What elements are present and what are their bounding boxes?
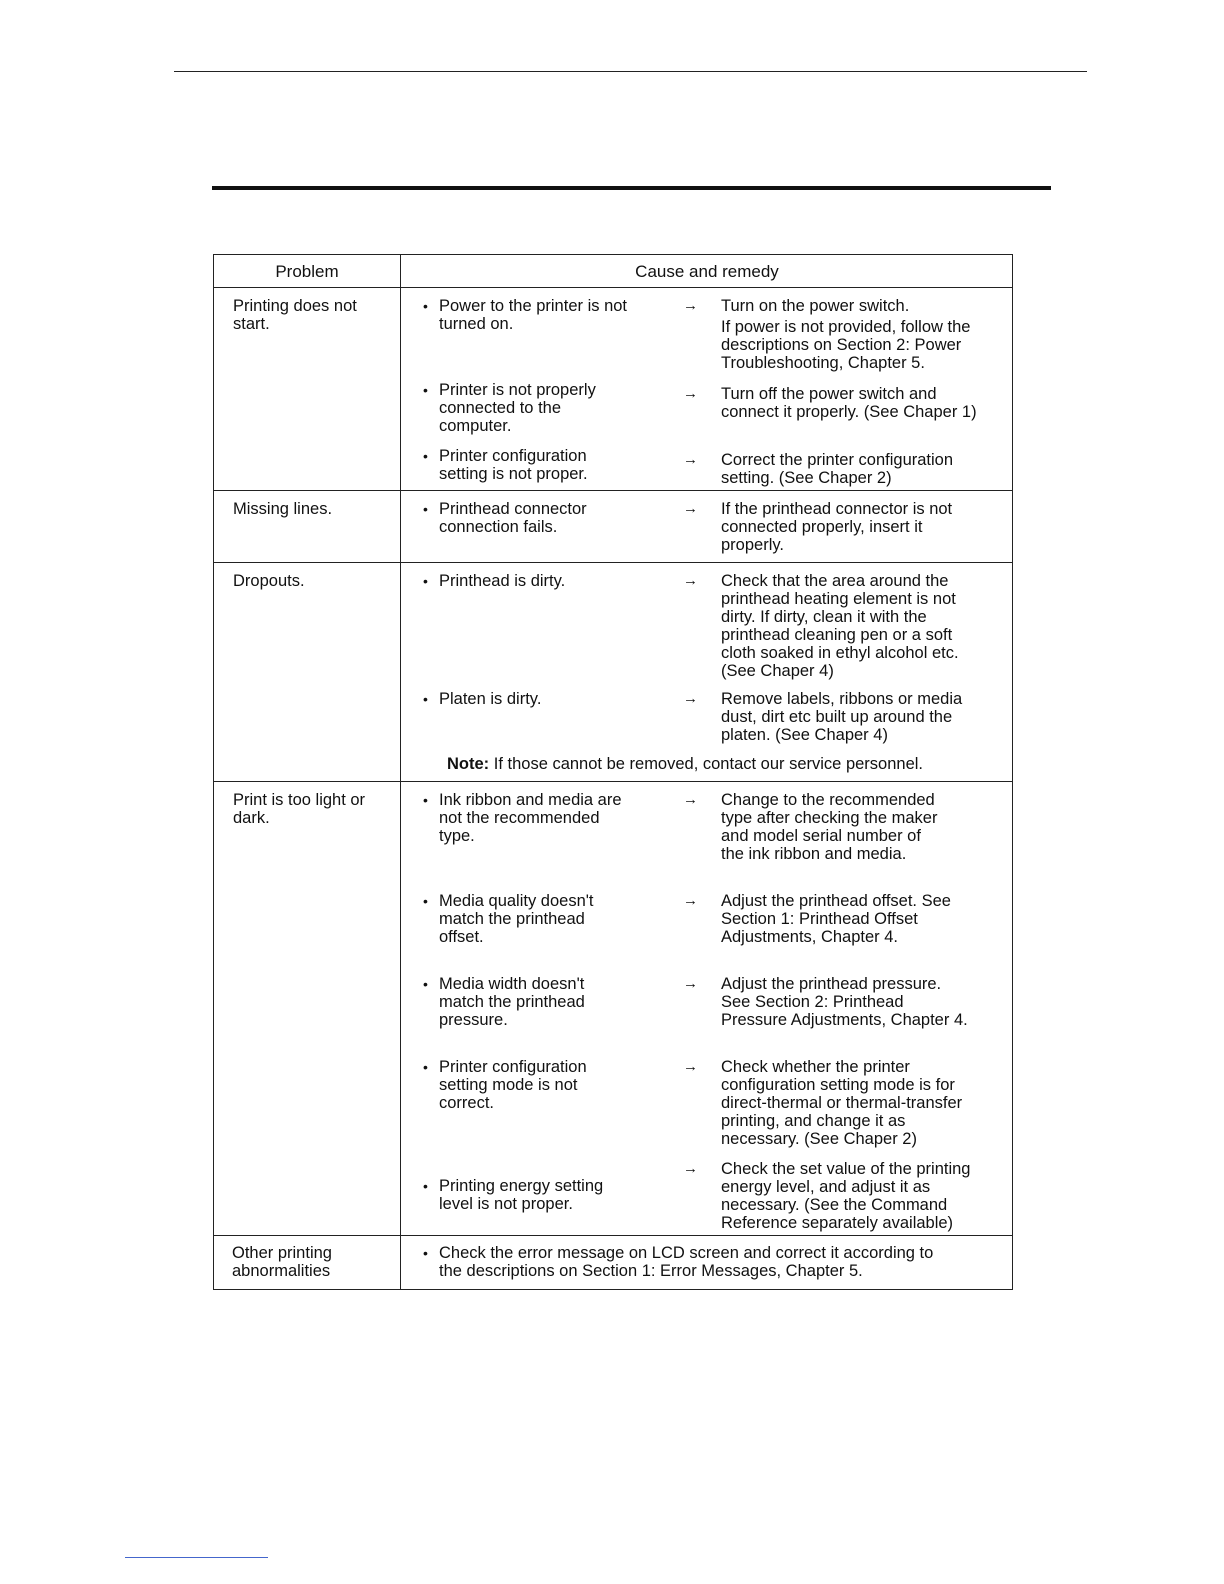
bullet-icon: • — [423, 792, 428, 808]
cause-text: computer. — [439, 417, 512, 435]
remedy-text: energy level, and adjust it as — [721, 1178, 931, 1196]
bullet-icon: • — [423, 1245, 428, 1261]
arrow-icon: → — [683, 500, 698, 517]
top-rule — [174, 71, 1087, 72]
problem-label: start. — [233, 315, 270, 333]
remedy-text: Section 1: Printhead Offset — [721, 910, 918, 928]
remedy-text: If the printhead connector is not — [721, 500, 953, 518]
cause-text: offset. — [439, 928, 484, 946]
remedy-text: configuration setting mode is for — [721, 1076, 955, 1094]
arrow-icon: → — [683, 690, 698, 707]
remedy-text: Adjustments, Chapter 4. — [721, 928, 899, 946]
remedy-text: Turn on the power switch. — [721, 297, 910, 315]
problem-label: Other printing — [232, 1244, 332, 1262]
row-divider — [214, 1235, 1012, 1236]
bullet-icon: • — [423, 298, 428, 314]
header-divider — [214, 287, 1012, 288]
note-label: Note: — [447, 755, 490, 773]
arrow-icon: → — [683, 297, 698, 314]
problem-label: Dropouts. — [233, 572, 305, 590]
remedy-text: descriptions on Section 2: Power — [721, 336, 962, 354]
problem-label: dark. — [233, 809, 270, 827]
cause-text: Check the error message on LCD screen and correct it according to — [439, 1244, 934, 1262]
column-divider — [400, 255, 401, 1289]
arrow-icon: → — [683, 975, 698, 992]
cause-text: turned on. — [439, 315, 514, 333]
cause-text: Printing energy setting — [439, 1177, 604, 1195]
remedy-text: If power is not provided, follow the — [721, 318, 971, 336]
remedy-text: Remove labels, ribbons or media — [721, 690, 963, 708]
arrow-icon: → — [683, 1058, 698, 1075]
footer-rule — [125, 1557, 268, 1558]
cause-text: not the recommended — [439, 809, 600, 827]
remedy-text: printing, and change it as — [721, 1112, 906, 1130]
cause-text: correct. — [439, 1094, 495, 1112]
cause-text: type. — [439, 827, 475, 845]
remedy-text: Check that the area around the — [721, 572, 949, 590]
problem-label: Printing does not — [233, 297, 357, 315]
header-cause-remedy: Cause and remedy — [635, 262, 779, 281]
note-text: If those cannot be removed, contact our service personnel. — [489, 755, 923, 773]
remedy-text: Check the set value of the printing — [721, 1160, 971, 1178]
cause-text: match the printhead — [439, 993, 585, 1011]
remedy-text: Adjust the printhead pressure. — [721, 975, 942, 993]
problem-label: Print is too light or — [233, 791, 366, 809]
bullet-icon: • — [423, 382, 428, 398]
cause-text: match the printhead — [439, 910, 585, 928]
remedy-text: Turn off the power switch and — [721, 385, 937, 403]
remedy-text: cloth soaked in ethyl alcohol etc. — [721, 644, 959, 662]
remedy-text: (See Chaper 4) — [721, 662, 834, 680]
bullet-icon: • — [423, 573, 428, 589]
row-divider — [214, 781, 1012, 782]
remedy-text: dirty. If dirty, clean it with the — [721, 608, 927, 626]
remedy-text: See Section 2: Printhead — [721, 993, 904, 1011]
remedy-text: necessary. (See Chaper 2) — [721, 1130, 917, 1148]
remedy-text: Change to the recommended — [721, 791, 935, 809]
bullet-icon: • — [423, 1059, 428, 1075]
cause-text: Printhead is dirty. — [439, 572, 566, 590]
remedy-text: Check whether the printer — [721, 1058, 910, 1076]
note-line — [447, 755, 923, 773]
cause-text: setting mode is not — [439, 1076, 578, 1094]
cause-text: the descriptions on Section 1: Error Messages, Chapter 5. — [439, 1262, 863, 1280]
bullet-icon: • — [423, 976, 428, 992]
cause-text: Power to the printer is not — [439, 297, 628, 315]
bullet-icon: • — [423, 893, 428, 909]
remedy-text: printhead heating element is not — [721, 590, 956, 608]
remedy-text: printhead cleaning pen or a soft — [721, 626, 953, 644]
remedy-text: and model serial number of — [721, 827, 921, 845]
problem-label: abnormalities — [232, 1262, 331, 1280]
remedy-text: properly. — [721, 536, 784, 554]
cause-text: Printhead connector — [439, 500, 587, 518]
row-divider — [214, 562, 1012, 563]
arrow-icon: → — [683, 451, 698, 468]
cause-text: level is not proper. — [439, 1195, 573, 1213]
bullet-icon: • — [423, 691, 428, 707]
troubleshooting-table — [213, 254, 1013, 1290]
bullet-icon: • — [423, 448, 428, 464]
cause-text: Printer configuration — [439, 1058, 587, 1076]
remedy-text: direct-thermal or thermal-transfer — [721, 1094, 963, 1112]
cause-text: Printer is not properly — [439, 381, 596, 399]
remedy-text: Correct the printer configuration — [721, 451, 954, 469]
remedy-text: Reference separately available) — [721, 1214, 954, 1232]
remedy-text: dust, dirt etc built up around the — [721, 708, 953, 726]
remedy-text: platen. (See Chaper 4) — [721, 726, 888, 744]
remedy-text: Pressure Adjustments, Chapter 4. — [721, 1011, 968, 1029]
arrow-icon: → — [683, 892, 698, 909]
remedy-text: the ink ribbon and media. — [721, 845, 907, 863]
remedy-text: necessary. (See the Command — [721, 1196, 948, 1214]
remedy-text: setting. (See Chaper 2) — [721, 469, 892, 487]
arrow-icon: → — [683, 572, 698, 589]
arrow-icon: → — [683, 791, 698, 808]
problem-label: Missing lines. — [233, 500, 333, 518]
cause-text: pressure. — [439, 1011, 508, 1029]
header-problem: Problem — [275, 262, 339, 281]
section-rule — [212, 186, 1051, 190]
bullet-icon: • — [423, 1178, 428, 1194]
remedy-text: Adjust the printhead offset. See — [721, 892, 951, 910]
cause-text: Platen is dirty. — [439, 690, 542, 708]
cause-text: Printer configuration — [439, 447, 587, 465]
arrow-icon: → — [683, 1160, 698, 1177]
remedy-text: connected properly, insert it — [721, 518, 923, 536]
cause-text: setting is not proper. — [439, 465, 588, 483]
cause-text: Media quality doesn't — [439, 892, 594, 910]
bullet-icon: • — [423, 501, 428, 517]
remedy-text: type after checking the maker — [721, 809, 938, 827]
remedy-text: connect it properly. (See Chaper 1) — [721, 403, 977, 421]
row-divider — [214, 490, 1012, 491]
cause-text: connection fails. — [439, 518, 558, 536]
remedy-text: Troubleshooting, Chapter 5. — [721, 354, 925, 372]
cause-text: Media width doesn't — [439, 975, 585, 993]
cause-text: connected to the — [439, 399, 562, 417]
arrow-icon: → — [683, 385, 698, 402]
cause-text: Ink ribbon and media are — [439, 791, 622, 809]
